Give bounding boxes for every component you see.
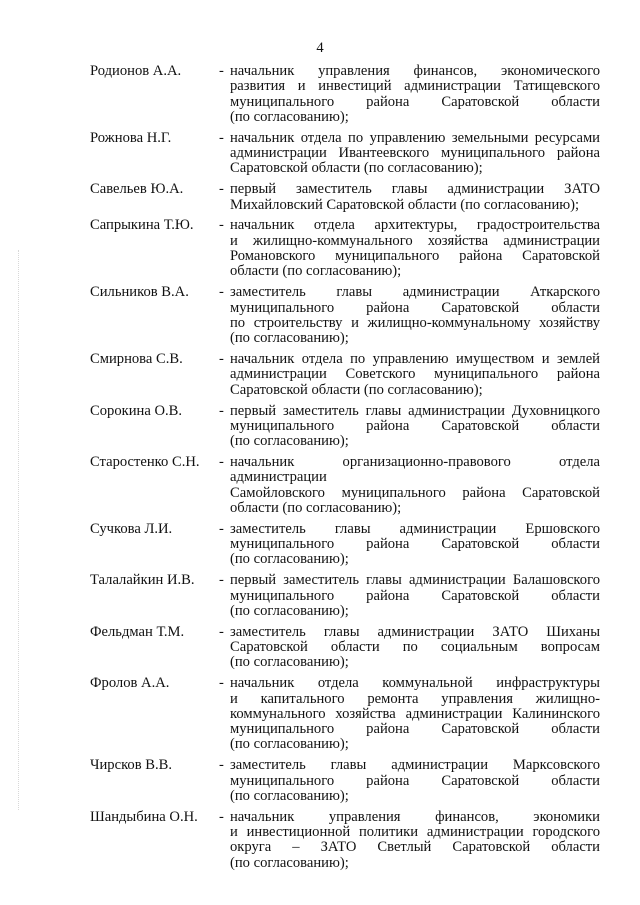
description-line: (по согласованию); [230,330,349,347]
description-line: и капитального ремонта управления жилищно- [230,690,600,707]
position-description [230,218,600,279]
description-line: заместитель главы администрации Аткарского [230,284,600,301]
position-description [230,131,600,177]
list-item [90,404,600,450]
list-item [90,182,600,213]
description-line: (по согласованию); [230,736,349,753]
description-line: заместитель главы администрации Ершовского [230,520,600,537]
dash-separator: - [219,63,224,79]
description-line: начальник отдела по управлению имуществом и землей [230,351,600,368]
dash-separator: - [219,623,224,640]
description-line: (по согласованию); [230,108,349,125]
position-description [230,285,600,346]
description-line: области (по согласованию); [230,263,402,280]
description-line: первый заместитель главы администрации ЗАТО [230,181,600,198]
description-line: (по согласованию); [230,602,349,619]
person-name: Фельдман Т.М. [90,623,185,640]
dash-separator: - [219,129,224,146]
position-description [230,573,600,619]
entry-list [90,64,600,877]
description-line: (по согласованию); [230,654,349,671]
list-item [90,573,600,619]
position-description [230,455,600,516]
position-description [230,352,600,398]
dash-separator: - [219,757,224,774]
person-name: Чирсков В.В. [90,757,173,774]
description-line: Саратовской области (по согласованию); [230,381,483,398]
position-description [230,182,600,213]
dash-separator: - [219,808,224,825]
description-line: области (по согласованию); [230,499,402,516]
list-item [90,676,600,752]
position-description [230,625,600,671]
person-name: Сильников В.А. [90,284,189,301]
person-name: Сучкова Л.И. [90,520,173,537]
dash-separator: - [219,520,224,537]
description-line: муниципального района Саратовской области [230,299,600,316]
dash-separator: - [219,217,224,234]
dash-separator: - [219,675,224,692]
list-item [90,64,600,125]
position-description [230,64,600,125]
description-line: (по согласованию); [230,854,349,871]
description-line: муниципального района Саратовской области [230,417,600,434]
person-name: Савельев Ю.А. [90,181,184,198]
description-line: заместитель главы администрации ЗАТО Шиханы [230,623,600,640]
person-name: Шандыбина О.Н. [90,808,198,825]
description-line: Саратовской области по социальным вопросам [230,639,600,656]
description-line: муниципального района Саратовской области [230,536,600,553]
page-number: 4 [316,40,324,56]
position-description [230,404,600,450]
description-line: заместитель главы администрации Марксовского [230,757,600,774]
dash-separator: - [219,453,224,470]
position-description [230,758,600,804]
description-line: и инвестиционной политики администрации городского [230,824,600,841]
description-line: по строительству и жилищно-коммунальному хозяйству [230,314,600,331]
list-item [90,758,600,804]
position-description [230,522,600,568]
description-line: округа – ЗАТО Светлый Саратовской области [230,839,600,856]
description-line: первый заместитель главы администрации Духовницкого [230,402,600,419]
description-line: коммунального хозяйства администрации Калининского [230,705,600,722]
description-line: начальник управления финансов, экономики [230,808,600,825]
description-line: муниципального района Саратовской области [230,721,600,738]
list-item [90,522,600,568]
list-item [90,131,600,177]
dash-separator: - [219,351,224,368]
list-item [90,810,600,871]
description-line: муниципального района Саратовской области [230,93,600,110]
person-name: Рожнова Н.Г. [90,129,172,146]
person-name: Сапрыкина Т.Ю. [90,217,194,234]
description-line: Самойловского муниципального района Саратовской [230,484,600,501]
position-description [230,676,600,752]
description-line: первый заместитель главы администрации Балашовского [230,572,600,589]
person-name: Родионов А.А. [90,63,182,79]
description-line: Саратовской области (по согласованию); [230,160,483,177]
scan-margin-mark [18,250,20,810]
person-name: Сорокина О.В. [90,402,183,419]
dash-separator: - [219,181,224,198]
description-line: муниципального района Саратовской области [230,772,600,789]
description-line: Романовского муниципального района Саратовской [230,248,600,265]
description-line: и жилищно-коммунального хозяйства администрации [230,232,600,249]
description-line: начальник управления финансов, экономического [230,63,600,79]
dash-separator: - [219,572,224,589]
list-item [90,352,600,398]
list-item [90,285,600,346]
description-line: начальник отдела архитектуры, градостроительства [230,217,600,234]
description-line: развития и инвестиций администрации Татищевского [230,78,600,95]
list-item [90,218,600,279]
description-line: (по согласованию); [230,433,349,450]
dash-separator: - [219,402,224,419]
person-name: Старостенко С.Н. [90,453,200,470]
description-line: Михайловский Саратовской области (по согласованию); [230,196,580,213]
description-line: начальник отдела коммунальной инфраструктуры [230,675,600,692]
description-line: (по согласованию); [230,551,349,568]
description-line: администрации Советского муниципального района [230,366,600,383]
description-line: начальник организационно-правового отдела администрации [230,453,600,486]
list-item [90,455,600,516]
person-name: Талалайкин И.В. [90,572,195,589]
person-name: Фролов А.А. [90,675,170,692]
position-description [230,810,600,871]
description-line: муниципального района Саратовской области [230,587,600,604]
list-item [90,625,600,671]
description-line: администрации Ивантеевского муниципального района [230,145,600,162]
description-line: (по согласованию); [230,787,349,804]
description-line: начальник отдела по управлению земельными ресурсами [230,129,600,146]
person-name: Смирнова С.В. [90,351,183,368]
dash-separator: - [219,284,224,301]
